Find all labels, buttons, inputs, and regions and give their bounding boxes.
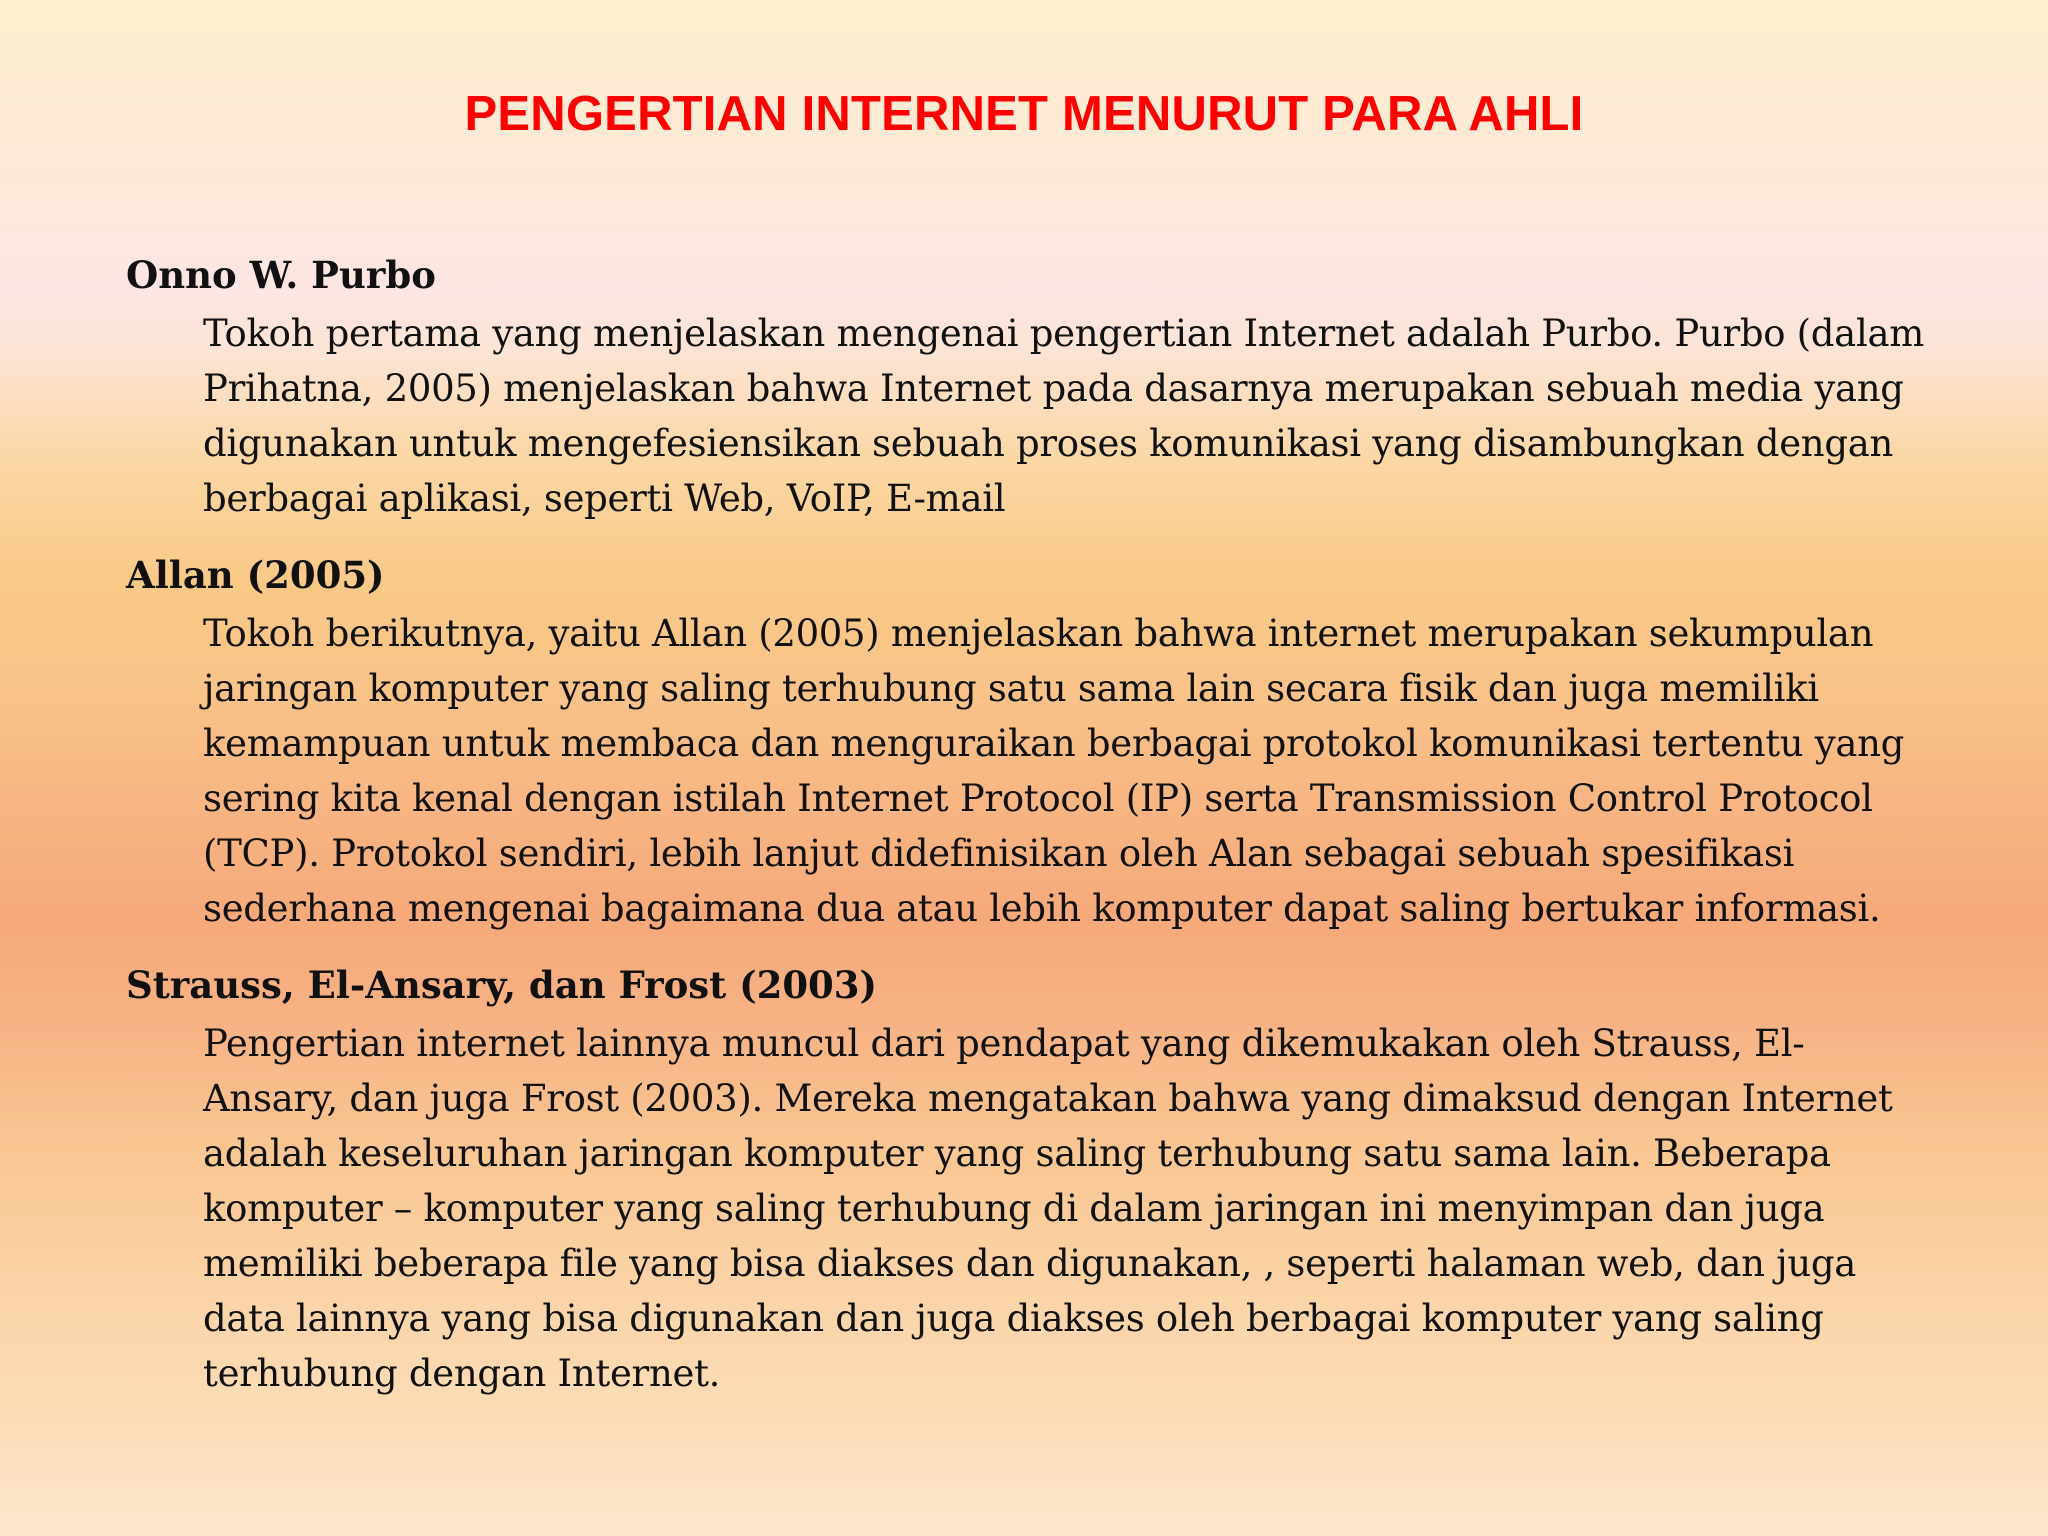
- slide-title: PENGERTIAN INTERNET MENURUT PARA AHLI: [464, 87, 1584, 141]
- expert-name: Allan (2005): [126, 553, 385, 597]
- expert-name: Onno W. Purbo: [126, 253, 436, 297]
- expert-description: Tokoh pertama yang menjelaskan mengenai pengertian Internet adalah Purbo. Purbo (dalam Prihatna, 2005) menjelaskan bahwa Internet pada dasarnya merupakan sebuah media yang digunakan untuk mengefesiensikan sebuah proses komunikasi yang disambungkan dengan berbagai aplikasi, seperti Web, VoIP, E-mail: [203, 312, 1925, 520]
- expert-section-allan: [126, 544, 1926, 936]
- expert-description: Tokoh berikutnya, yaitu Allan (2005) menjelaskan bahwa internet merupakan sekumpulan jaringan komputer yang saling terhubung satu sama lain secara fisik dan juga memiliki kemampuan untuk membaca dan menguraikan berbagai protokol komunikasi tertentu yang sering kita kenal dengan istilah Internet Protocol (IP) serta Transmission Control Protocol (TCP). Protokol sendiri, lebih lanjut didefinisikan oleh Alan sebagai sebuah spesifikasi sederhana mengenai bagaimana dua atau lebih komputer dapat saling bertukar informasi.: [203, 612, 1905, 930]
- expert-section-strauss: [126, 954, 1926, 1401]
- slide-content: [126, 244, 1926, 1419]
- expert-description: Pengertian internet lainnya muncul dari pendapat yang dikemukakan oleh Strauss, El-Ansary, dan juga Frost (2003). Mereka mengatakan bahwa yang dimaksud dengan Internet adalah keseluruhan jaringan komputer yang saling terhubung satu sama lain. Beberapa komputer – komputer yang saling terhubung di dalam jaringan ini menyimpan dan juga memiliki beberapa file yang bisa diakses dan digunakan, , seperti halaman web, dan juga data lainnya yang bisa digunakan dan juga diakses oleh berbagai komputer yang saling terhubung dengan Internet.: [203, 1022, 1893, 1395]
- expert-name: Strauss, El-Ansary, dan Frost (2003): [126, 963, 878, 1007]
- expert-section-purbo: [126, 244, 1926, 526]
